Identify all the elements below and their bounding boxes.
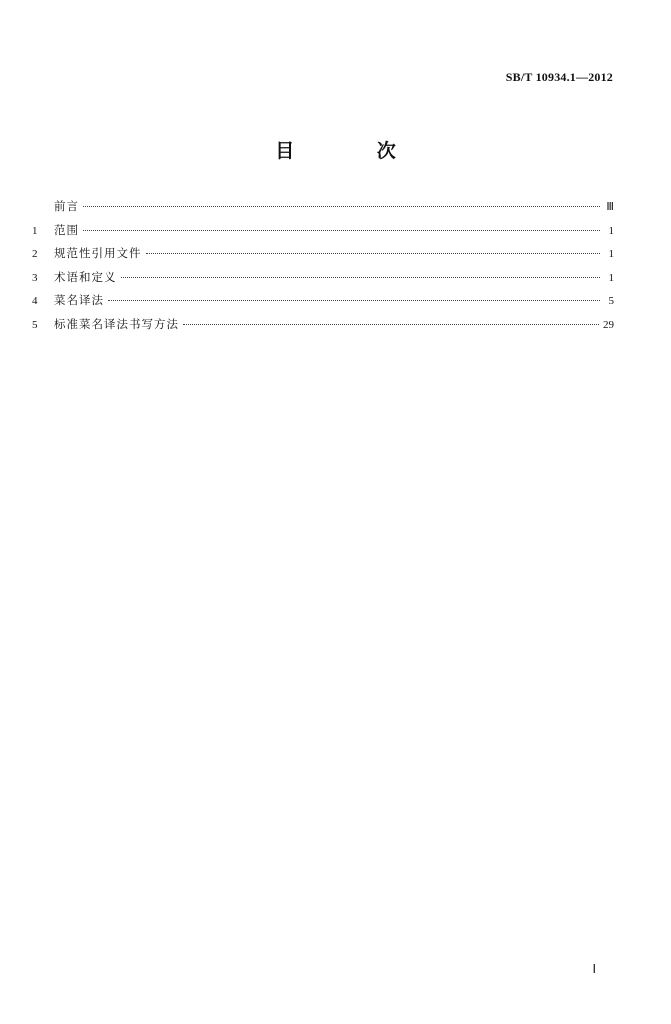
toc-entry-number: 4 <box>32 295 38 308</box>
document-code: SB/T 10934.1—2012 <box>505 70 613 84</box>
toc-entry-number: 5 <box>32 318 38 331</box>
toc-entry-number: 3 <box>32 271 38 284</box>
toc-entry-page: 29 <box>603 318 614 331</box>
page-number: Ⅰ <box>592 962 596 976</box>
toc-leader-dots <box>108 300 600 301</box>
toc-leader-dots <box>83 206 600 207</box>
toc-entry-number: 2 <box>32 248 38 261</box>
page-title: 目 次 <box>275 140 434 162</box>
toc-entry-page: 1 <box>608 224 614 237</box>
toc-entry-page: 1 <box>608 271 614 284</box>
toc-entry-title: 菜名译法 <box>54 293 104 308</box>
table-of-contents <box>32 198 614 340</box>
toc-entry-page: 5 <box>608 295 614 308</box>
toc-entry-page: 1 <box>608 248 614 261</box>
toc-entry-scope[interactable] <box>32 222 614 246</box>
toc-entry-title: 标准菜名译法书写方法 <box>54 316 179 331</box>
toc-entry-number: 1 <box>32 224 38 237</box>
toc-entry-dish-translation[interactable] <box>32 292 614 316</box>
toc-entry-title: 前言 <box>54 199 79 213</box>
toc-entry-page: Ⅲ <box>606 201 614 213</box>
toc-entry-terms-definitions[interactable] <box>32 269 614 293</box>
toc-entry-foreword[interactable] <box>32 198 614 222</box>
toc-entry-writing-method[interactable] <box>32 316 614 340</box>
toc-entry-title: 术语和定义 <box>54 269 117 284</box>
toc-entry-title: 范围 <box>54 222 79 237</box>
toc-leader-dots <box>121 277 601 278</box>
toc-leader-dots <box>183 324 599 325</box>
toc-leader-dots <box>83 230 600 231</box>
toc-entry-normative-references[interactable] <box>32 245 614 269</box>
toc-entry-title: 规范性引用文件 <box>54 246 142 261</box>
toc-leader-dots <box>146 253 601 254</box>
